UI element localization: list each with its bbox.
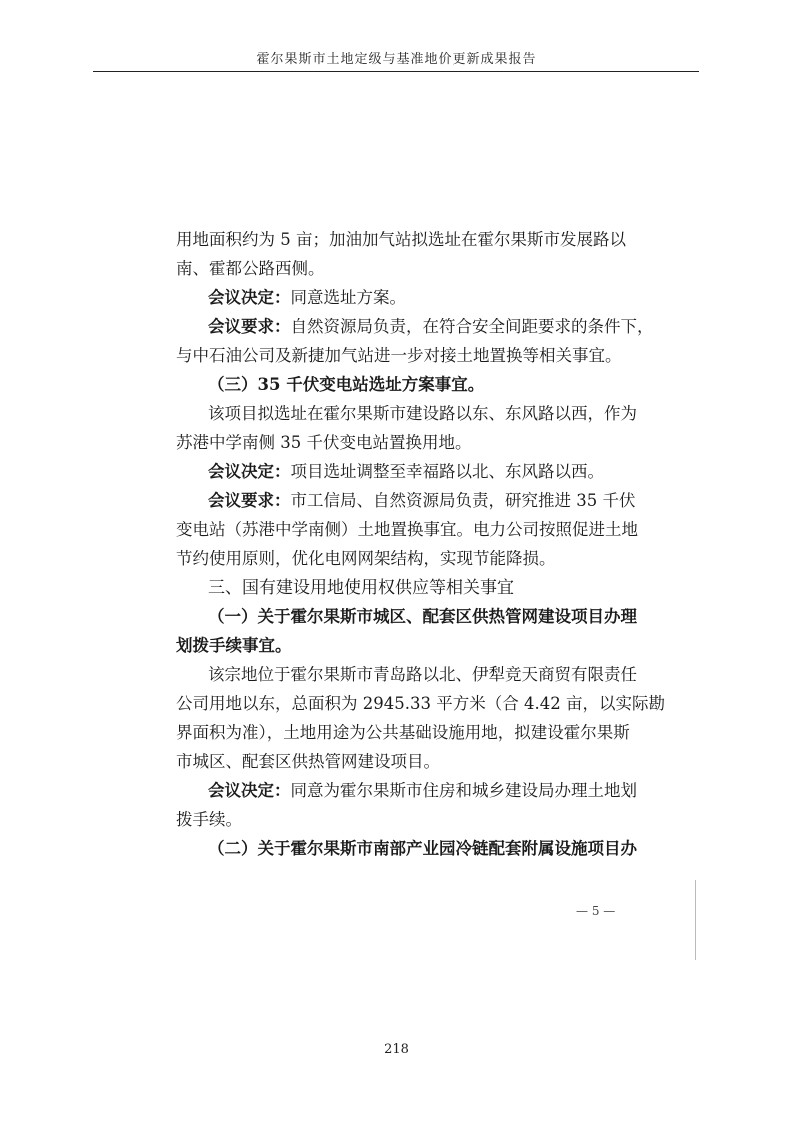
paragraph-line: 用地面积约为 5 亩；加油加气站拟选址在霍尔果斯市发展路以 — [176, 230, 626, 249]
paragraph-line: 南、霍都公路西侧。 — [176, 259, 325, 278]
meeting-requirement-label: 会议要求： — [208, 317, 291, 336]
report-header-title: 霍尔果斯市土地定级与基准地价更新成果报告 — [256, 52, 537, 67]
meeting-decision-line — [208, 461, 604, 483]
meeting-requirement-text: 自然资源局负责，在符合安全间距要求的条件下， — [290, 317, 654, 336]
paragraph-line: 变电站（苏港中学南侧）土地置换事宜。电力公司按照促进土地 — [176, 520, 638, 539]
meeting-decision-text: 同意选址方案。 — [290, 288, 406, 307]
report-page-number: 218 — [384, 1042, 409, 1057]
paragraph-line: 节约使用原则，优化电网网架结构，实现节能降损。 — [176, 549, 556, 568]
meeting-decision-text: 项目选址调整至幸福路以北、东风路以西。 — [290, 462, 604, 481]
subsection-heading: （二）关于霍尔果斯市南部产业园冷链配套附属设施项目办 — [208, 839, 637, 858]
meeting-requirement-label: 会议要求： — [208, 491, 291, 510]
scan-edge-line — [695, 880, 696, 960]
subsection-heading: （一）关于霍尔果斯市城区、配套区供热管网建设项目办理 — [208, 607, 637, 626]
paragraph-line: 市城区、配套区供热管网建设项目。 — [176, 752, 440, 771]
paragraph-line: 公司用地以东，总面积为 2945.33 平方米（合 4.42 亩，以实际勘 — [176, 694, 665, 713]
section-heading: 三、国有建设用地使用权供应等相关事宜 — [208, 578, 514, 598]
meeting-decision-label: 会议决定： — [208, 462, 291, 481]
paragraph-line: 界面积为准），土地用途为公共基础设施用地，拟建设霍尔果斯 — [176, 723, 630, 742]
meeting-decision-text: 同意为霍尔果斯市住房和城乡建设局办理土地划 — [290, 781, 637, 800]
subsection-heading-continued: 划拨手续事宜。 — [176, 636, 292, 655]
subsection-heading: （三）35 千伏变电站选址方案事宜。 — [208, 375, 485, 394]
paragraph-line: 拨手续。 — [176, 810, 242, 829]
meeting-decision-label: 会议决定： — [208, 288, 291, 307]
paragraph-line: 与中石油公司及新捷加气站进一步对接土地置换等相关事宜。 — [176, 346, 622, 365]
meeting-requirement-line — [208, 490, 636, 512]
meeting-decision-line — [208, 780, 637, 802]
meeting-requirement-text: 市工信局、自然资源局负责，研究推进 35 千伏 — [290, 491, 636, 510]
meeting-decision-label: 会议决定： — [208, 781, 291, 800]
header-divider — [93, 71, 699, 72]
paragraph-line: 该项目拟选址在霍尔果斯市建设路以东、东风路以西，作为 — [208, 404, 637, 423]
paragraph-line: 该宗地位于霍尔果斯市青岛路以北、伊犁竞天商贸有限责任 — [208, 665, 637, 684]
paragraph-line: 苏港中学南侧 35 千伏变电站置换用地。 — [176, 433, 472, 452]
meeting-decision-line — [208, 287, 406, 309]
meeting-requirement-line — [208, 316, 654, 338]
document-page-number: — 5 — — [576, 904, 616, 918]
